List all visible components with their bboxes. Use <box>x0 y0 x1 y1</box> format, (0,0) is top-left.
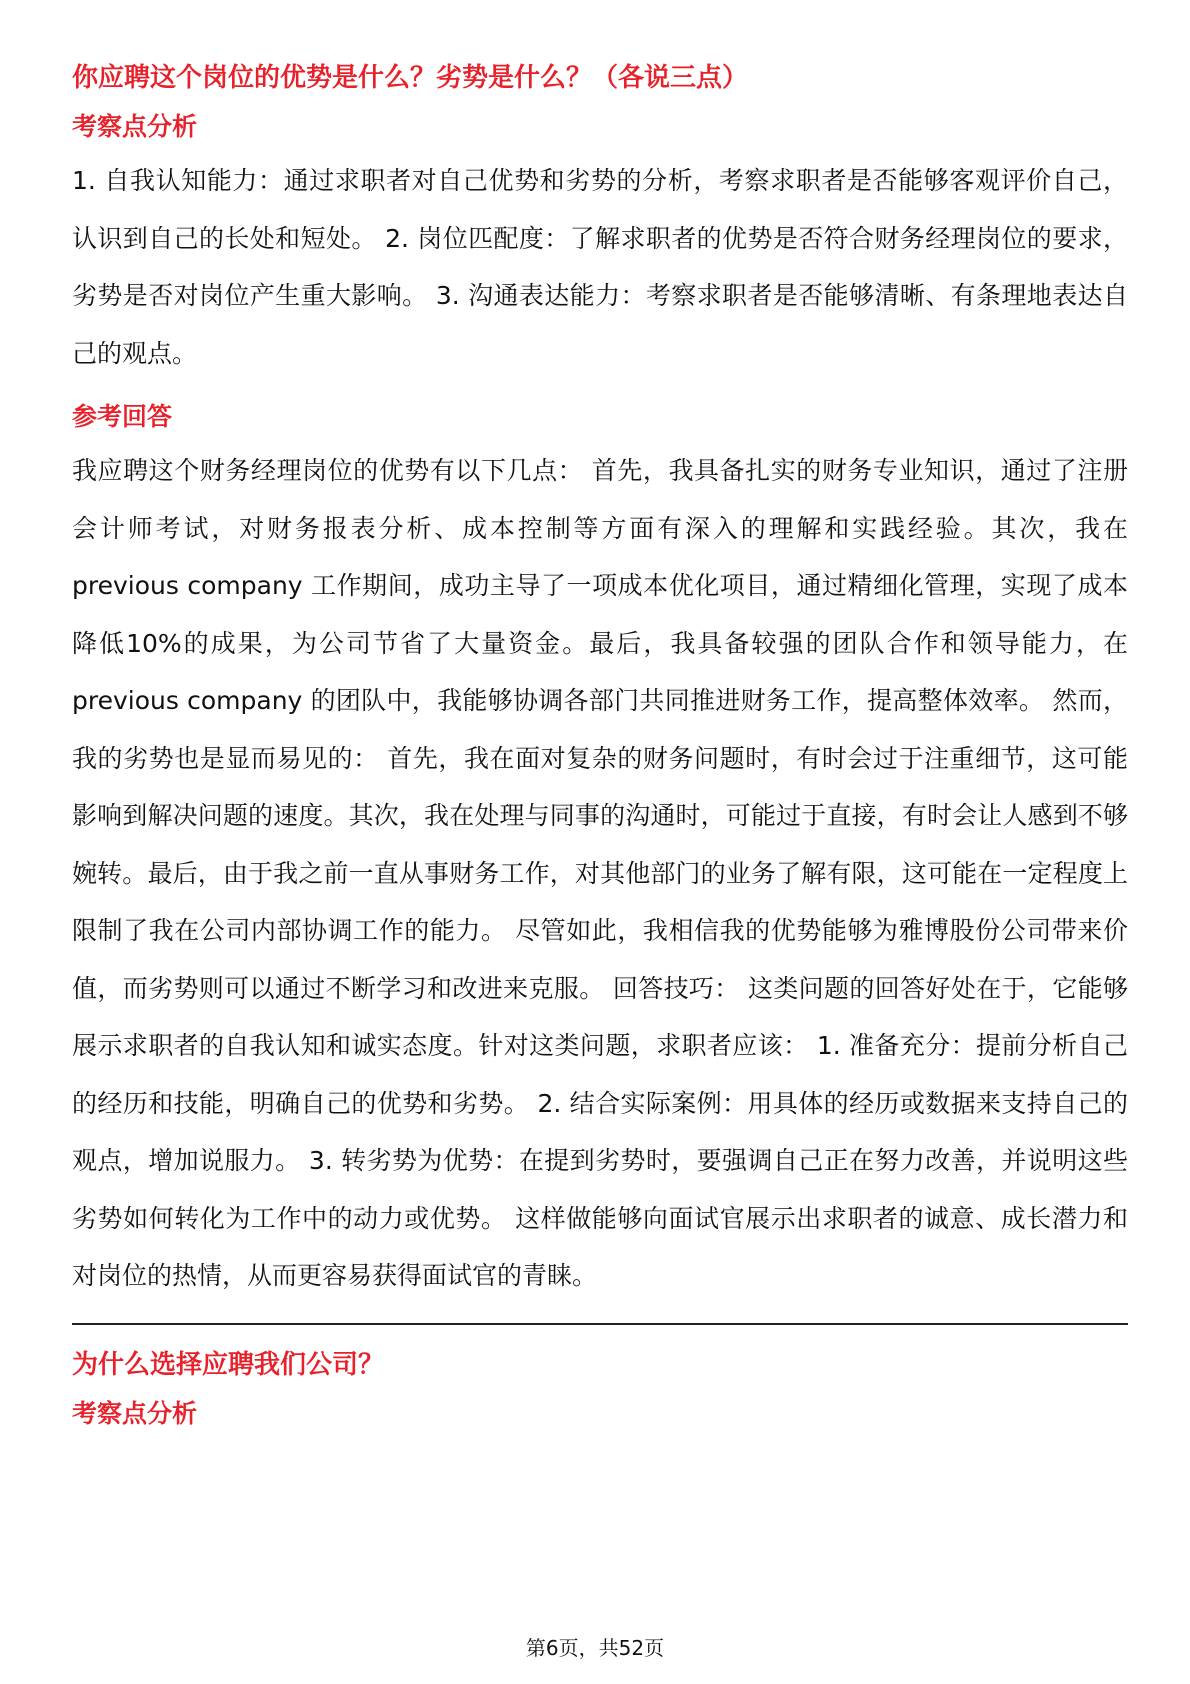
q1-answer-heading: 参考回答 <box>72 402 173 431</box>
page-number-footer: 第6页，共52页 <box>525 1636 665 1660</box>
q1-analysis-text: 1. 自我认知能力：通过求职者对自己优势和劣势的分析，考察求职者是否能够客观评价自己，认识到自己的长处和短处。 2. 岗位匹配度：了解求职者的优势是否符合财务经理岗位的要求，劣势是否对岗位产生重大影响。 3. 沟通表达能力：考察求职者是否能够清晰、有条理地表达自己的观点。 <box>72 166 1128 368</box>
section-divider <box>72 1323 1128 1325</box>
q2-analysis-heading: 考察点分析 <box>72 1398 198 1428</box>
document-page <box>72 58 1128 1439</box>
question-1-title: 你应聘这个岗位的优势是什么？劣势是什么？（各说三点） <box>72 63 749 93</box>
q1-analysis-heading: 考察点分析 <box>72 112 198 141</box>
q1-answer-text: 我应聘这个财务经理岗位的优势有以下几点： 首先，我具备扎实的财务专业知识，通过了注册会计师考试，对财务报表分析、成本控制等方面有深入的理解和实践经验。其次，我在 previous company 工作期间，成功主导了一项成本优化项目，通过精细化管理，实现了成本降低10%的成果，为公司节省了大量资金。最后，我具备较强的团队合作和领导能力，在 previous company 的团队中，我能够协调各部门共同推进财务工作，提高整体效率。 然而，我的劣势也是显而易见的： 首先，我在面对复杂的财务问题时，有时会过于注重细节，这可能影响到解决问题的速度。其次，我在处理与同事的沟通时，可能过于直接，有时会让人感到不够婉转。最后，由于我之前一直从事财务工作，对其他部门的业务了解有限，这可能在一定程度上限制了我在公司内部协调工作的能力。 尽管如此，我相信我的优势能够为雅博股份公司带来价值，而劣势则可以通过不断学习和改进来克服。 回答技巧： 这类问题的回答好处在于，它能够展示求职者的自我认知和诚实态度。针对这类问题，求职者应该： 1. 准备充分：提前分析自己的经历和技能，明确自己的优势和劣势。 2. 结合实际案例：用具体的经历或数据来支持自己的观点，增加说服力。 3. 转劣势为优势：在提到劣势时，要强调自己正在努力改善，并说明这些劣势如何转化为工作中的动力或优势。 这样做能够向面试官展示出求职者的诚意、成长潜力和对岗位的热情，从而更容易获得面试官的青睐。 <box>72 456 1128 1290</box>
question-2-title: 为什么选择应聘我们公司？ <box>72 1349 385 1380</box>
